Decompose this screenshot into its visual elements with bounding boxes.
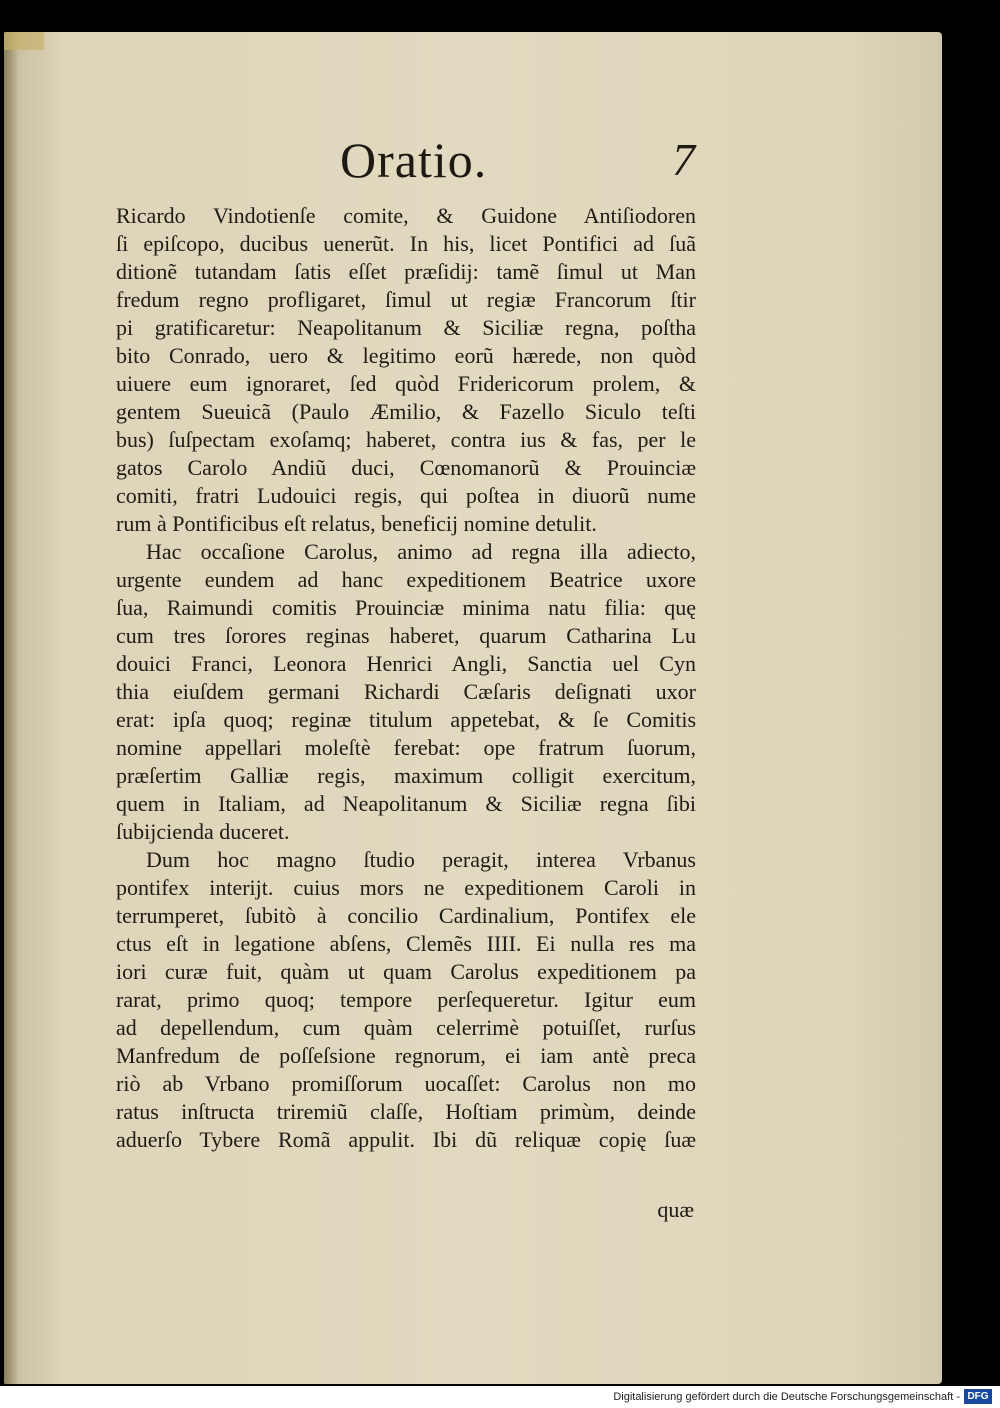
text-line: præſertim Galliæ regis, maximum colligit exercitum, <box>116 763 696 788</box>
text-line: ctus eſt in legatione abſens, Clemẽs IIII. Ei nulla res ma <box>116 931 696 956</box>
text-line: rum à Pontificibus eſt relatus, beneficij nomine detulit. <box>116 511 597 536</box>
text-line: Hac occaſione Carolus, animo ad regna illa adiecto, <box>146 539 696 564</box>
dfg-logo-icon: DFG <box>964 1389 992 1404</box>
text-line: riò ab Vrbano promiſſorum uocaſſet: Carolus non mo <box>116 1071 696 1096</box>
text-line: urgente eundem ad hanc expeditionem Beatrice uxore <box>116 567 696 592</box>
text-line: ad depellendum, cum quàm celerrimè potuiſſet, rurſus <box>116 1015 696 1040</box>
text-line: fredum regno profligaret, ſimul ut regiæ Francorum ſtir <box>116 287 696 312</box>
catchword: quæ <box>657 1197 694 1222</box>
text-line: ſubijcienda duceret. <box>116 819 290 844</box>
running-head: Oratio. <box>340 132 488 188</box>
text-line: comiti, fratri Ludouici regis, qui poſtea in diuorũ nume <box>116 483 696 508</box>
text-line: gatos Carolo Andiũ duci, Cœnomanorũ & Prouinciæ <box>116 455 696 480</box>
text-line: terrumperet, ſubitò à concilio Cardinalium, Pontifex ele <box>116 903 696 928</box>
text-line: ſi epiſcopo, ducibus uenerũt. In his, licet Pontifici ad ſuã <box>116 231 696 256</box>
text-line: uiuere eum ignoraret, ſed quòd Fridericorum prolem, & <box>116 371 696 396</box>
text-line: rarat, primo quoq; tempore perſequeretur. Igitur eum <box>116 987 696 1012</box>
text-line: quem in Italiam, ad Neapolitanum & Siciliæ regna ſibi <box>116 791 696 816</box>
text-line: gentem Sueuicã (Paulo Æmilio, & Fazello Siculo teſti <box>116 399 696 424</box>
text-line: cum tres ſorores reginas haberet, quarum Catharina Lu <box>116 623 696 648</box>
text-line: bus) ſuſpectam exoſamq; haberet, contra ius & fas, per le <box>116 427 696 452</box>
text-block <box>116 202 696 1154</box>
text-line: nomine appellari moleſtè ferebat: ope fratrum ſuorum, <box>116 735 696 760</box>
text-line: iori curæ fuit, quàm ut quam Carolus expeditionem pa <box>116 959 696 984</box>
text-line: aduerſo Tybere Romã appulit. Ibi dũ reliquæ copię ſuæ <box>116 1127 696 1152</box>
text-line: Manfredum de poſſeſsione regnorum, ei iam antè preca <box>116 1043 696 1068</box>
text-line: douici Franci, Leonora Henrici Angli, Sanctia uel Cyn <box>116 651 696 676</box>
text-line: Dum hoc magno ſtudio peragit, interea Vrbanus <box>146 847 696 872</box>
text-line: thia eiuſdem germani Richardi Cæſaris deſignati uxor <box>116 679 696 704</box>
text-line: pi gratificaretur: Neapolitanum & Siciliæ regna, poſtha <box>116 315 696 340</box>
page-number: 7 <box>672 134 695 185</box>
footer-bar <box>0 1386 1000 1408</box>
text-line: erat: ipſa quoq; reginæ titulum appetebat, & ſe Comitis <box>116 707 696 732</box>
text-line: pontifex interijt. cuius mors ne expeditionem Caroli in <box>116 875 696 900</box>
text-line: bito Conrado, uero & legitimo eorũ hærede, non quòd <box>116 343 696 368</box>
book-page <box>4 32 942 1384</box>
text-line: ſua, Raimundi comitis Prouinciæ minima natu filia: quę <box>116 595 696 620</box>
text-line: ditionẽ tutandam ſatis eſſet præſidij: tamẽ ſimul ut Man <box>116 259 696 284</box>
footer-credit: Digitalisierung gefördert durch die Deutsche Forschungsgemeinschaft - <box>613 1391 960 1403</box>
text-line: Ricardo Vindotienſe comite, & Guidone Antiſiodoren <box>116 203 696 228</box>
text-line: ratus inſtructa triremiũ claſſe, Hoſtiam primùm, deinde <box>116 1099 696 1124</box>
